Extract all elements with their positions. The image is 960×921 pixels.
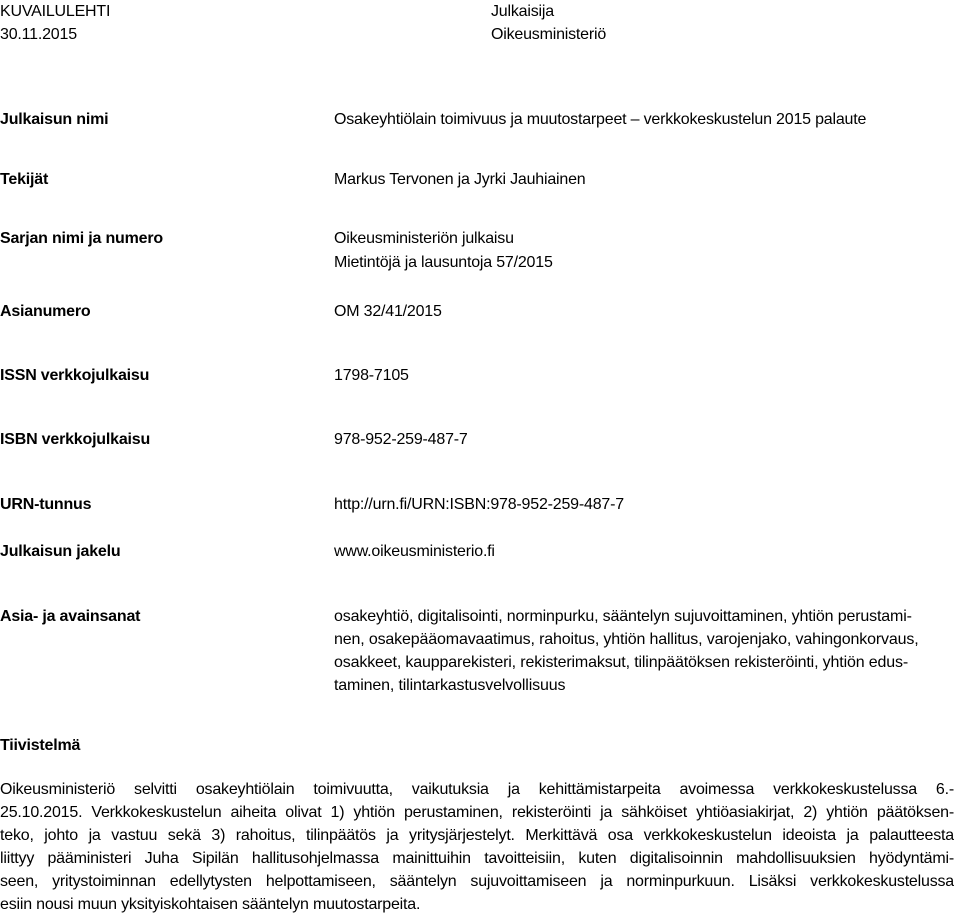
summary-body xyxy=(0,778,954,916)
summary-line xyxy=(0,778,954,801)
summary-line xyxy=(0,847,954,870)
keywords-line: taminen, tilintarkastusvelvollisuus xyxy=(334,677,566,694)
distribution-label: Julkaisun jakelu xyxy=(0,543,121,560)
document-type: KUVAILULEHTI xyxy=(0,3,111,20)
summary-line-text: Oikeusministeriö selvitti osakeyhtiölain toimivuutta, vaikutuksia ja kehittämistarpeita avoimessa verkkokeskustelussa 6.- xyxy=(0,781,954,798)
keywords-line: nen, osakepääomavaatimus, rahoitus, yhtiön hallitus, varojenjako, vahingonkorvaus, xyxy=(334,631,919,648)
authors-value: Markus Tervonen ja Jyrki Jauhiainen xyxy=(334,171,586,188)
title-value: Osakeyhtiölain toimivuus ja muutostarpeet – verkkokeskustelun 2015 palaute xyxy=(334,111,867,128)
title-label: Julkaisun nimi xyxy=(0,111,109,128)
summary-line xyxy=(0,893,954,916)
summary-line-text: 25.10.2015. Verkkokeskustelun aiheita olivat 1) yhtiön perustaminen, rekisteröinti ja sähköiset yhtiöasiakirjat, 2) yhtiön päätöksen- xyxy=(0,804,954,821)
summary-heading: Tiivistelmä xyxy=(0,737,81,754)
keywords-line: osakeyhtiö, digitalisointi, norminpurku, sääntelyn sujuvoittaminen, yhtiön perustami- xyxy=(334,608,912,625)
summary-line-text: esiin nousi muun yksityiskohtaisen sääntelyn muutostarpeita. xyxy=(0,896,421,913)
issn-value: 1798-7105 xyxy=(334,367,409,384)
urn-label: URN-tunnus xyxy=(0,496,92,513)
series-value-line2: Mietintöjä ja lausuntoja 57/2015 xyxy=(334,254,553,271)
summary-line-text: liittyy pääministeri Juha Sipilän hallitusohjelmassa mainittuihin tavoitteisiin, kuten digitalisoinnin mahdollisuuksien hyödyntämi- xyxy=(0,850,954,867)
case-number-label: Asianumero xyxy=(0,303,91,320)
summary-line-text: seen, yritystoiminnan edellytysten helpottamiseen, sääntelyn sujuvoittamiseen ja norminpurkuun. Lisäksi verkkokeskustelussa xyxy=(0,873,954,890)
isbn-label: ISBN verkkojulkaisu xyxy=(0,431,151,448)
isbn-value: 978-952-259-487-7 xyxy=(334,431,468,448)
summary-line xyxy=(0,824,954,847)
keywords-value xyxy=(334,605,956,697)
publisher-value: Oikeusministeriö xyxy=(491,26,607,43)
document-date: 30.11.2015 xyxy=(0,26,77,43)
keywords-label: Asia- ja avainsanat xyxy=(0,608,141,625)
publisher-label: Julkaisija xyxy=(491,3,554,20)
summary-line xyxy=(0,801,954,824)
issn-label: ISSN verkkojulkaisu xyxy=(0,367,150,384)
urn-value: http://urn.fi/URN:ISBN:978-952-259-487-7 xyxy=(334,496,624,513)
series-label: Sarjan nimi ja numero xyxy=(0,230,163,247)
series-value-line1: Oikeusministeriön julkaisu xyxy=(334,230,514,247)
summary-line xyxy=(0,870,954,893)
distribution-value: www.oikeusministerio.fi xyxy=(334,543,495,560)
keywords-line: osakkeet, kaupparekisteri, rekisterimaksut, tilinpäätöksen rekisteröinti, yhtiön edus- xyxy=(334,654,909,671)
authors-label: Tekijät xyxy=(0,171,49,188)
summary-line-text: teko, johto ja vastuu sekä 3) rahoitus, tilinpäätös ja yritysjärjestelyt. Merkittävä osa verkkokeskustelun ideoista ja palautteesta xyxy=(0,827,954,844)
case-number-value: OM 32/41/2015 xyxy=(334,303,442,320)
